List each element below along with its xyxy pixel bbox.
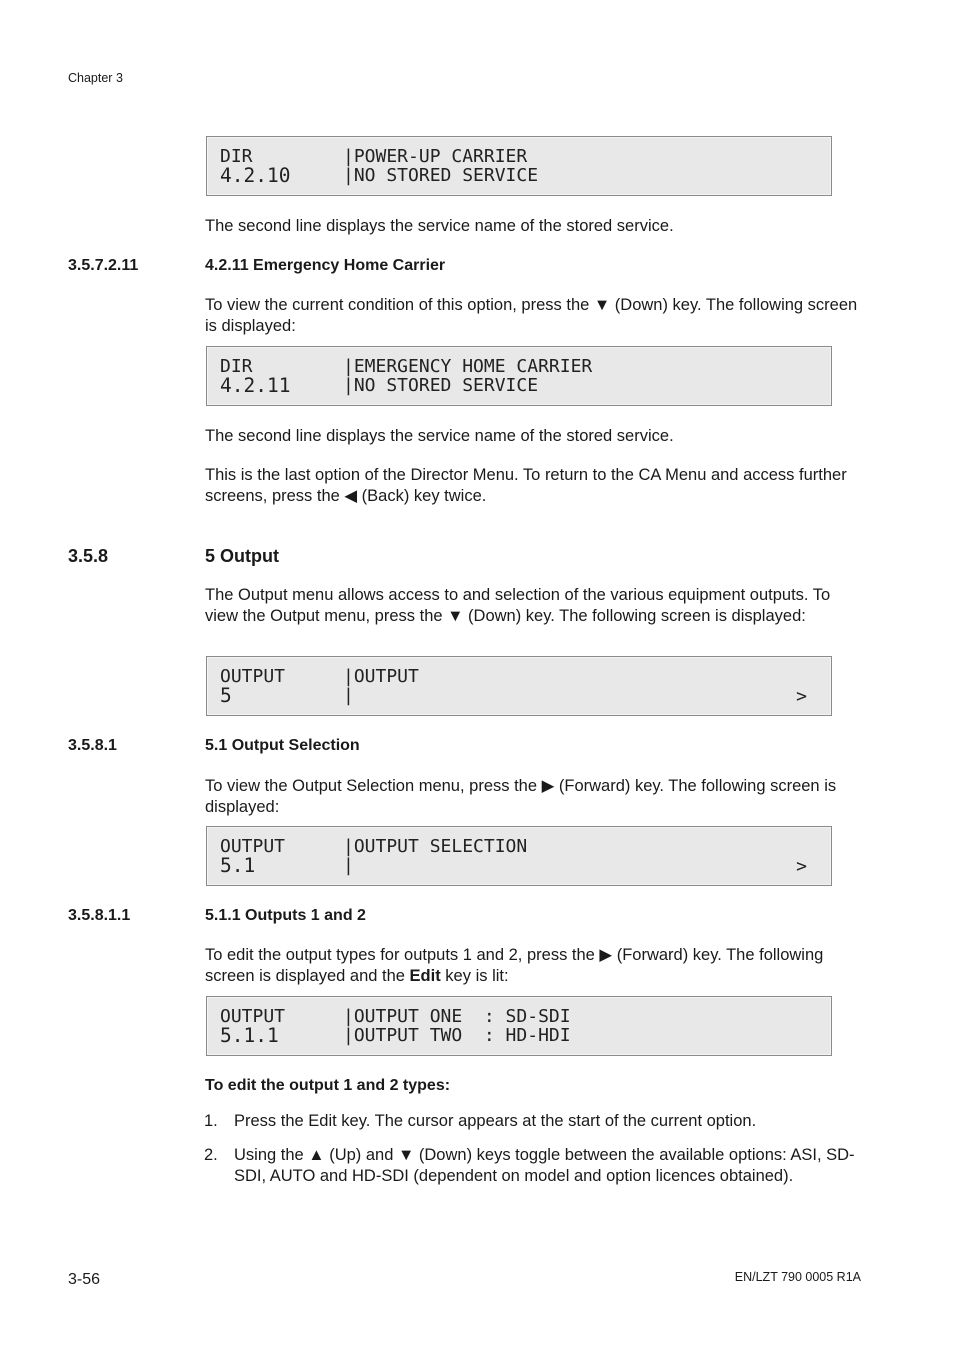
lcd-menu-label: DIR — [220, 356, 253, 377]
lcd-menu-number: 5.1 — [220, 854, 256, 877]
paragraph: To view the current condition of this option, press the ▼ (Down) key. The following screen is displayed: — [205, 296, 858, 335]
lcd-line-1: |POWER-UP CARRIER — [343, 146, 528, 167]
lcd-menu-number: 5 — [220, 684, 232, 707]
forward-arrow-icon: > — [796, 856, 807, 877]
lcd-menu-label: OUTPUT — [220, 836, 286, 857]
lcd-line-2: | — [343, 685, 354, 706]
section-title: 5.1 Output Selection — [205, 737, 360, 754]
document-id: EN/LZT 790 0005 R1A — [734, 1270, 861, 1284]
running-header: Chapter 3 — [68, 71, 123, 85]
step-number: 2. — [204, 1146, 218, 1164]
edit-key-label: Edit — [409, 966, 441, 985]
lcd-line-1: |EMERGENCY HOME CARRIER — [343, 356, 593, 377]
paragraph: The second line displays the service name of the stored service. — [205, 427, 674, 445]
lcd-line-2: |NO STORED SERVICE — [343, 375, 539, 396]
paragraph-text: key is lit: — [440, 966, 509, 985]
lcd-line-1: |OUTPUT ONE : SD-SDI — [343, 1006, 571, 1027]
paragraph: To view the Output Selection menu, press the ▶ (Forward) key. The following screen is displayed: — [205, 777, 837, 816]
lcd-menu-label: DIR — [220, 146, 253, 167]
procedure-title: To edit the output 1 and 2 types: — [205, 1077, 451, 1094]
lcd-screen-5 — [206, 656, 832, 716]
lcd-line-2: |OUTPUT TWO : HD-HDI — [343, 1025, 571, 1046]
lcd-menu-number: 5.1.1 — [220, 1024, 279, 1047]
section-title: 4.2.11 Emergency Home Carrier — [205, 257, 446, 274]
lcd-screen-5-1-1 — [206, 996, 832, 1056]
lcd-menu-number: 4.2.11 — [220, 374, 291, 397]
step-text: Using the ▲ (Up) and ▼ (Down) keys toggle between the available options: ASI, SD-SDI, AUTO and HD-SDI (dependent on model and option licences obtained). — [234, 1146, 855, 1185]
section-number: 3.5.7.2.11 — [68, 257, 139, 274]
section-title: 5.1.1 Outputs 1 and 2 — [205, 907, 366, 924]
forward-arrow-icon: > — [796, 686, 807, 707]
lcd-line-1: |OUTPUT SELECTION — [343, 836, 528, 857]
lcd-line-2: | — [343, 855, 354, 876]
lcd-line-2: |NO STORED SERVICE — [343, 165, 539, 186]
section-title: 5 Output — [205, 546, 279, 566]
section-number: 3.5.8.1 — [68, 737, 117, 754]
step-number: 1. — [204, 1112, 218, 1130]
lcd-menu-label: OUTPUT — [220, 1006, 286, 1027]
page-number: 3-56 — [68, 1271, 101, 1288]
paragraph-text: To edit the output types for outputs 1 and 2, press the ▶ (Forward) key. The following screen is displayed and the — [205, 946, 824, 985]
paragraph: The second line displays the service name of the stored service. — [205, 217, 674, 235]
lcd-screen-4-2-11 — [206, 346, 832, 406]
lcd-screen-4-2-10 — [206, 136, 832, 196]
paragraph: The Output menu allows access to and selection of the various equipment outputs. To view the Output menu, press the ▼ (Down) key. The following screen is displayed: — [205, 586, 831, 625]
paragraph — [205, 945, 865, 986]
lcd-screen-5-1 — [206, 826, 832, 886]
lcd-menu-label: OUTPUT — [220, 666, 286, 687]
lcd-menu-number: 4.2.10 — [220, 164, 291, 187]
section-number: 3.5.8 — [68, 546, 109, 566]
step-text: Press the Edit key. The cursor appears at the start of the current option. — [234, 1112, 757, 1130]
paragraph: This is the last option of the Director Menu. To return to the CA Menu and access further screens, press the ◀ (Back) key twice. — [205, 466, 847, 505]
lcd-line-1: |OUTPUT — [343, 666, 419, 687]
section-number: 3.5.8.1.1 — [68, 907, 131, 924]
